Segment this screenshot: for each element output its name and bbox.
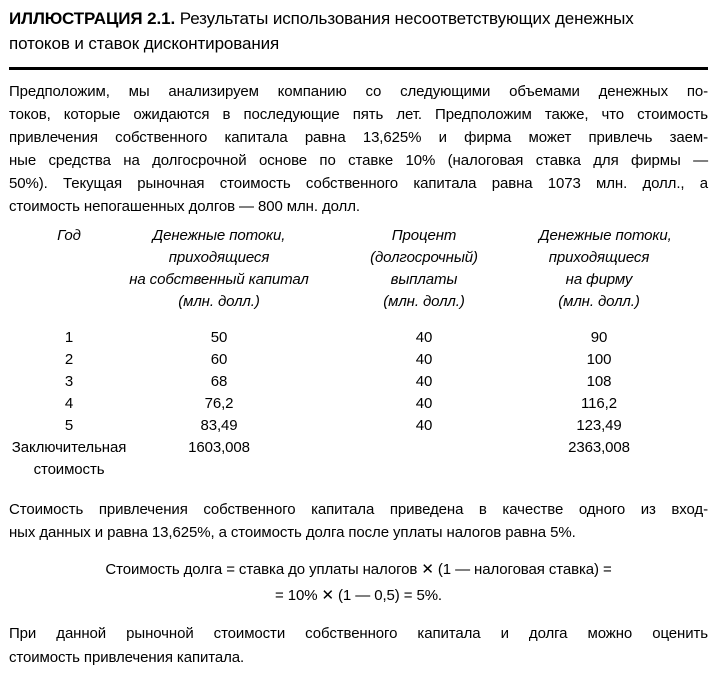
table-row	[9, 371, 708, 393]
header-line: приходящиеся	[548, 249, 650, 266]
header-line: Процент	[391, 227, 457, 244]
cell-equity-flow: 1603,008	[188, 439, 250, 456]
table-row	[9, 349, 708, 371]
paragraph-line: стоимость привлечения капитала.	[9, 649, 245, 666]
column-header-year	[9, 225, 129, 313]
header-line: на собственный капитал	[129, 271, 309, 288]
title-divider-rule	[9, 67, 708, 70]
terminal-label-line: стоимость	[33, 461, 105, 478]
formula-line: = 10% ✕ (1 — 0,5) = 5%.	[274, 587, 442, 604]
intro-paragraph	[9, 80, 708, 218]
cell-interest: 40	[415, 373, 433, 390]
cell-firm-flow: 2363,008	[568, 439, 630, 456]
cell-interest: 40	[415, 351, 433, 368]
paragraph-line: ные средства на долгосрочной основе по ставке 10% (налоговая ставка для фирмы —	[9, 152, 708, 169]
paragraph-line: 50%). Текущая рыночная стоимость собственного капитала равна 1073 млн. долл., а	[9, 175, 708, 192]
table-header-row	[9, 225, 708, 313]
cell-firm-flow: 108	[586, 373, 612, 390]
header-line: (млн. долл.)	[558, 293, 640, 310]
table-row	[9, 393, 708, 415]
table-body	[9, 327, 708, 481]
cell-firm-flow: 116,2	[581, 395, 617, 412]
cell-firm-flow: 123,49	[576, 417, 622, 434]
formula-line: Стоимость долга = ставка до уплаты налогов ✕ (1 — налоговая ставка) =	[105, 561, 612, 578]
header-line: (млн. долл.)	[178, 293, 260, 310]
column-header-firm-flows	[539, 225, 672, 313]
cell-equity-flow: 60	[210, 351, 228, 368]
conclusion-paragraph	[9, 622, 708, 670]
illustration-title-line2: потоков и ставок дисконтирования	[9, 34, 280, 53]
header-line: приходящиеся	[168, 249, 270, 266]
cell-equity-flow: 68	[210, 373, 228, 390]
illustration-title-line1	[9, 6, 708, 31]
cell-year: 1	[64, 329, 74, 346]
cell-interest: 40	[415, 329, 433, 346]
cell-year: 2	[64, 351, 74, 368]
cell-terminal-label	[9, 437, 129, 481]
paragraph-line: Стоимость привлечения собственного капитала приведена в качестве одного из вход-	[9, 501, 708, 518]
column-header-interest	[309, 225, 539, 313]
column-header-equity-flows	[129, 225, 309, 313]
paragraph-line: привлечения собственного капитала равна 13,625% и фирма может привлечь заем-	[9, 129, 708, 146]
cell-year: 4	[64, 395, 74, 412]
header-line: на фирму	[565, 271, 633, 288]
paragraph-line: Предположим, мы анализируем компанию со следующими объемами денежных по-	[9, 83, 708, 100]
illustration-number: ИЛЛЮСТРАЦИЯ 2.1.	[9, 9, 176, 28]
cell-year: 5	[64, 417, 74, 434]
cell-firm-flow: 90	[590, 329, 608, 346]
header-line: Денежные потоки,	[539, 227, 672, 244]
paragraph-line: При данной рыночной стоимости собственного капитала и долга можно оценить	[9, 625, 708, 642]
header-line: (долгосрочный)	[370, 249, 478, 266]
header-line: Денежные потоки,	[152, 227, 286, 244]
cell-firm-flow: 100	[586, 351, 612, 368]
table-row	[9, 327, 708, 349]
table-row	[9, 415, 708, 437]
cell-interest: 40	[415, 395, 433, 412]
paragraph-line: токов, которые ожидаются в последующие пять лет. Предположим также, что стоимость	[9, 106, 708, 123]
cell-equity-flow: 50	[210, 329, 228, 346]
cell-year: 3	[64, 373, 74, 390]
terminal-label-line: Заключительная	[11, 439, 127, 456]
paragraph-line: стоимость непогашенных долгов — 800 млн. долл.	[9, 198, 360, 215]
terminal-value-row	[9, 437, 708, 481]
illustration-title-text: Результаты использования несоответствующих денежных	[179, 9, 634, 28]
cell-interest: 40	[415, 417, 433, 434]
illustration-title	[9, 6, 708, 56]
debt-cost-formula	[9, 557, 708, 609]
cell-equity-flow: 76,2	[204, 395, 234, 412]
cash-flow-table	[9, 225, 708, 481]
header-line: выплаты	[390, 271, 458, 288]
cost-note-paragraph	[9, 498, 708, 544]
paragraph-line: ных данных и равна 13,625%, а стоимость долга после уплаты налогов равна 5%.	[9, 524, 576, 541]
cell-equity-flow: 83,49	[200, 417, 238, 434]
header-line: Год	[57, 227, 81, 244]
header-line: (млн. долл.)	[383, 293, 465, 310]
